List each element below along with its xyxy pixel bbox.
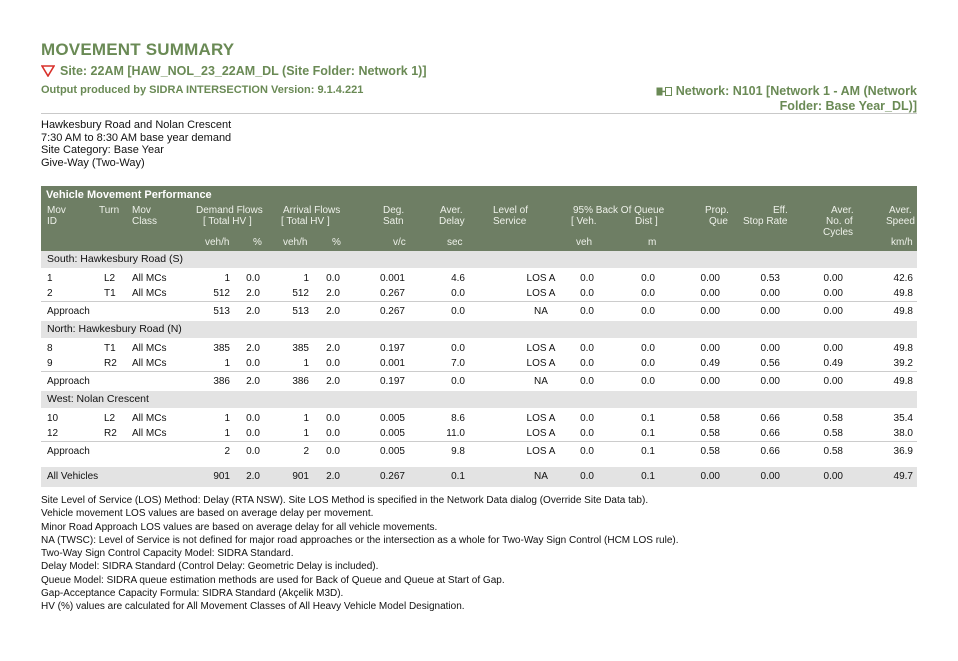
table-cell: 49.8 bbox=[893, 306, 913, 317]
table-row bbox=[41, 427, 917, 442]
table-cell: 385 bbox=[213, 343, 230, 354]
table-cell: 0.1 bbox=[641, 413, 655, 424]
table-cell: R2 bbox=[104, 357, 117, 369]
table-cell: 0.58 bbox=[823, 413, 843, 424]
note-line: Vehicle movement LOS values are based on average delay per movement. bbox=[41, 508, 374, 520]
header-divider bbox=[41, 113, 917, 114]
col-que: Que bbox=[709, 216, 728, 227]
note-line: Site Level of Service (LOS) Method: Delay (RTA NSW). Site LOS Method is specified in the Network Data dialog (Override Site Data tab). bbox=[41, 495, 649, 506]
table-cell: 0.66 bbox=[760, 446, 780, 457]
table-cell: 0.0 bbox=[326, 446, 340, 457]
table-cell: 0.0 bbox=[641, 287, 655, 299]
table-cell: 0.00 bbox=[823, 343, 843, 354]
table-cell: 49.7 bbox=[893, 471, 913, 482]
approach-section-heading: South: Hawkesbury Road (S) bbox=[41, 251, 917, 268]
table-row bbox=[41, 287, 917, 302]
table-cell: 0.0 bbox=[451, 287, 465, 299]
table-cell: LOS A bbox=[526, 287, 556, 299]
table-cell: 0.56 bbox=[760, 357, 780, 369]
info-line: Give-Way (Two-Way) bbox=[41, 156, 145, 169]
approach-row bbox=[41, 371, 917, 391]
col-aver-cycles: Aver. bbox=[831, 205, 854, 216]
table-cell: 11.0 bbox=[446, 427, 465, 439]
table-cell: 386 bbox=[292, 376, 309, 387]
table-cell: 39.2 bbox=[893, 357, 913, 369]
table-cell: NA bbox=[534, 471, 548, 482]
col-eff: Eff. bbox=[773, 205, 788, 216]
table-cell: 38.0 bbox=[893, 427, 913, 439]
give-way-triangle-icon bbox=[41, 65, 55, 77]
table-cell: 0.49 bbox=[700, 357, 720, 369]
table-cell: 0.267 bbox=[379, 306, 405, 317]
table-cell: All MCs bbox=[132, 357, 167, 369]
table-cell: Approach bbox=[47, 306, 90, 317]
table-cell: 0.00 bbox=[700, 287, 720, 299]
table-cell: 1 bbox=[224, 273, 230, 284]
table-cell: 0.0 bbox=[451, 343, 465, 354]
notes bbox=[41, 494, 679, 614]
unit-sec: sec bbox=[447, 237, 463, 248]
col-class: Class bbox=[132, 216, 158, 227]
table-cell: 1 bbox=[303, 427, 309, 439]
network-icon bbox=[656, 87, 672, 96]
table-cell: 0.0 bbox=[641, 357, 655, 369]
table-cell: 2.0 bbox=[246, 376, 260, 387]
table-cell: 0.197 bbox=[379, 376, 405, 387]
table-cell: 0.005 bbox=[379, 427, 405, 439]
table-cell: NA bbox=[534, 376, 548, 387]
table-cell: L2 bbox=[104, 273, 116, 284]
table-cell: 0.197 bbox=[379, 343, 405, 354]
table-cell: 0.00 bbox=[823, 376, 843, 387]
table-cell: 0.53 bbox=[760, 273, 780, 284]
table-cell: LOS A bbox=[526, 446, 556, 457]
table-cell: 0.0 bbox=[641, 273, 655, 284]
table-cell: 9.8 bbox=[451, 446, 465, 457]
table-cell: 1 bbox=[303, 413, 309, 424]
table-cell: 0.0 bbox=[326, 357, 340, 369]
table-cell: 0.00 bbox=[760, 471, 780, 482]
col-mov-class: Mov bbox=[132, 205, 151, 216]
table-cell: 0.0 bbox=[641, 306, 655, 317]
table-cell: 0.0 bbox=[580, 306, 594, 317]
table-title: Vehicle Movement Performance bbox=[46, 189, 212, 201]
table-body bbox=[41, 251, 917, 487]
table-cell: 2.0 bbox=[246, 287, 260, 299]
table-cell: 2.0 bbox=[246, 471, 260, 482]
table-cell: 2.0 bbox=[326, 376, 340, 387]
col-prop: Prop. bbox=[705, 205, 729, 216]
table-cell: 49.8 bbox=[893, 287, 913, 299]
unit-vehh: veh/h bbox=[205, 237, 230, 248]
table-row bbox=[41, 342, 917, 357]
table-cell: 9 bbox=[47, 357, 53, 369]
output-line: Output produced by SIDRA INTERSECTION Version: 9.1.4.221 bbox=[41, 84, 364, 96]
table-cell: 0.49 bbox=[823, 357, 843, 369]
table-cell: 386 bbox=[213, 376, 230, 387]
table-cell: 0.005 bbox=[379, 446, 405, 457]
table-cell: 0.0 bbox=[451, 306, 465, 317]
table-cell: 2 bbox=[224, 446, 230, 457]
table-cell: 2.0 bbox=[246, 306, 260, 317]
table-cell: 0.00 bbox=[823, 306, 843, 317]
table-cell: 0.00 bbox=[700, 273, 720, 284]
table-cell: 0.0 bbox=[641, 343, 655, 354]
table-cell: Approach bbox=[47, 376, 90, 387]
table-cell: 8.6 bbox=[451, 413, 465, 424]
approach-row bbox=[41, 301, 917, 321]
table-cell: 0.00 bbox=[700, 376, 720, 387]
site-info bbox=[41, 119, 231, 169]
table-cell: 513 bbox=[292, 306, 309, 317]
table-row bbox=[41, 357, 917, 372]
table-cell: LOS A bbox=[526, 427, 556, 439]
table-cell: 0.66 bbox=[760, 413, 780, 424]
table-cell: 0.00 bbox=[760, 376, 780, 387]
table-cell: LOS A bbox=[526, 357, 556, 369]
table-cell: 385 bbox=[292, 343, 309, 354]
table-cell: 2 bbox=[303, 446, 309, 457]
table-cell: T1 bbox=[104, 287, 116, 299]
table-header bbox=[41, 186, 917, 251]
table-cell: 0.0 bbox=[246, 357, 260, 369]
table-cell: 0.0 bbox=[451, 376, 465, 387]
table-cell: 0.00 bbox=[700, 471, 720, 482]
col-delay: Delay bbox=[439, 216, 465, 227]
table-cell: 0.58 bbox=[700, 413, 720, 424]
table-cell: 1 bbox=[224, 413, 230, 424]
approach-section-heading: North: Hawkesbury Road (N) bbox=[41, 321, 917, 338]
table-cell: 4.6 bbox=[451, 273, 465, 284]
table-cell: 0.001 bbox=[379, 273, 405, 284]
table-cell: 49.8 bbox=[893, 376, 913, 387]
table-cell: 2.0 bbox=[246, 343, 260, 354]
col-turn: Turn bbox=[99, 205, 120, 216]
table-cell: 0.0 bbox=[580, 287, 594, 299]
approach-row bbox=[41, 441, 917, 461]
col-satn: Satn bbox=[383, 216, 404, 227]
table-cell: 36.9 bbox=[893, 446, 913, 457]
table-cell: 0.00 bbox=[760, 343, 780, 354]
table-cell: 1 bbox=[47, 273, 53, 284]
table-cell: 0.58 bbox=[700, 427, 720, 439]
table-cell: 0.1 bbox=[641, 446, 655, 457]
table-cell: All MCs bbox=[132, 343, 167, 354]
info-line: Hawkesbury Road and Nolan Crescent bbox=[41, 119, 232, 131]
info-line: 7:30 AM to 8:30 AM base year demand bbox=[41, 131, 232, 144]
table-cell: 0.00 bbox=[760, 287, 780, 299]
table-cell: 0.0 bbox=[580, 471, 594, 482]
info-line: Site Category: Base Year bbox=[41, 144, 164, 157]
table-cell: 0.0 bbox=[641, 376, 655, 387]
table-cell: 2.0 bbox=[326, 306, 340, 317]
table-cell: 1 bbox=[303, 273, 309, 284]
unit-pct-2: % bbox=[332, 237, 341, 248]
table-cell: 8 bbox=[47, 343, 53, 354]
col-deg: Deg. bbox=[383, 205, 405, 216]
col-stop-rate: Stop Rate bbox=[743, 216, 788, 227]
table-cell: 0.58 bbox=[700, 446, 720, 457]
table-cell: 0.0 bbox=[326, 427, 340, 439]
note-line: Gap-Acceptance Capacity Formula: SIDRA Standard (Akçelik M3D). bbox=[41, 588, 344, 600]
unit-veh: veh bbox=[576, 237, 593, 248]
col-mov: Mov bbox=[47, 205, 66, 216]
table-cell: 0.00 bbox=[823, 273, 843, 284]
site-line bbox=[41, 64, 427, 78]
table-cell: 0.00 bbox=[700, 306, 720, 317]
col-queue: 95% Back Of Queue bbox=[573, 205, 665, 216]
table-cell: 901 bbox=[213, 471, 230, 482]
table-cell: LOS A bbox=[526, 343, 556, 354]
table-cell: 0.0 bbox=[580, 343, 594, 354]
table-cell: 0.0 bbox=[580, 376, 594, 387]
table-cell: R2 bbox=[104, 427, 117, 439]
table-cell: All MCs bbox=[132, 427, 167, 439]
col-demand: Demand Flows bbox=[196, 205, 263, 216]
table-cell: NA bbox=[534, 306, 548, 317]
table-cell: 2.0 bbox=[326, 471, 340, 482]
table-cell: All MCs bbox=[132, 273, 167, 284]
table-cell: 35.4 bbox=[893, 413, 913, 424]
table-cell: 901 bbox=[292, 471, 309, 482]
network-label bbox=[656, 84, 917, 114]
table-cell: 0.0 bbox=[580, 446, 594, 457]
table-cell: Approach bbox=[47, 446, 90, 457]
approach-section-heading: West: Nolan Crescent bbox=[41, 391, 917, 408]
table-cell: 0.0 bbox=[246, 427, 260, 439]
table-cell: 10 bbox=[47, 413, 59, 424]
col-queue-dist: Dist ] bbox=[635, 216, 658, 227]
note-line: Delay Model: SIDRA Standard (Control Delay: Geometric Delay is included). bbox=[41, 561, 379, 573]
table-cell: 12 bbox=[47, 427, 59, 439]
site-label: Site: 22AM [HAW_NOL_23_22AM_DL (Site Folder: Network 1)] bbox=[60, 64, 427, 78]
table-cell: 0.0 bbox=[580, 427, 594, 439]
table-cell: 2 bbox=[47, 287, 53, 299]
col-arrival: Arrival Flows bbox=[283, 205, 341, 216]
table-cell: 7.0 bbox=[451, 357, 465, 369]
table-cell: 2.0 bbox=[326, 343, 340, 354]
unit-vc: v/c bbox=[393, 237, 406, 248]
table-cell: 0.267 bbox=[379, 471, 405, 482]
table-cell: 0.0 bbox=[246, 446, 260, 457]
table-cell: All Vehicles bbox=[47, 471, 99, 482]
table-cell: All MCs bbox=[132, 287, 167, 299]
table-cell: LOS A bbox=[526, 413, 556, 424]
note-line: Two-Way Sign Control Capacity Model: SIDRA Standard. bbox=[41, 548, 294, 560]
table-cell: 0.1 bbox=[451, 471, 465, 482]
table-cell: 1 bbox=[303, 357, 309, 369]
table-cell: 0.58 bbox=[823, 427, 843, 439]
col-queue-veh: [ Veh. bbox=[571, 216, 597, 227]
movement-table bbox=[41, 186, 917, 487]
table-cell: 513 bbox=[213, 306, 230, 317]
col-no-of: No. of bbox=[826, 216, 853, 227]
table-cell: 0.1 bbox=[641, 427, 655, 439]
col-speed: Speed bbox=[886, 216, 915, 227]
table-cell: L2 bbox=[104, 413, 116, 424]
column-headers bbox=[41, 203, 917, 251]
table-cell: 0.0 bbox=[580, 357, 594, 369]
table-cell: 0.00 bbox=[700, 343, 720, 354]
table-cell: 0.0 bbox=[246, 413, 260, 424]
col-aver-delay: Aver. bbox=[440, 205, 463, 216]
table-cell: 0.0 bbox=[246, 273, 260, 284]
table-cell: 512 bbox=[292, 287, 309, 299]
all-vehicles-row bbox=[41, 467, 917, 487]
table-cell: 42.6 bbox=[893, 273, 913, 284]
table-cell: 0.267 bbox=[379, 287, 405, 299]
table-cell: T1 bbox=[104, 343, 116, 354]
network-line-1: Network: N101 [Network 1 - AM (Network bbox=[675, 84, 917, 98]
col-aver-speed: Aver. bbox=[889, 205, 912, 216]
unit-m: m bbox=[648, 237, 657, 248]
table-row bbox=[41, 272, 917, 287]
col-arrival-sub: [ Total HV ] bbox=[281, 216, 330, 227]
unit-pct: % bbox=[253, 237, 262, 248]
table-cell: 0.00 bbox=[760, 306, 780, 317]
table-cell: LOS A bbox=[526, 273, 556, 284]
col-id: ID bbox=[47, 216, 57, 227]
table-cell: 1 bbox=[224, 357, 230, 369]
table-cell: 1 bbox=[224, 427, 230, 439]
table-row bbox=[41, 412, 917, 427]
note-line: NA (TWSC): Level of Service is not defined for major road approaches or the intersection as a whole for Two-Way Sign Control (HCM LOS rule). bbox=[41, 534, 679, 546]
unit-kmh: km/h bbox=[891, 237, 913, 248]
table-cell: 0.0 bbox=[580, 413, 594, 424]
table-cell: 0.0 bbox=[580, 273, 594, 284]
table-cell: 0.66 bbox=[760, 427, 780, 439]
col-cycles: Cycles bbox=[823, 227, 854, 238]
col-level: Level of bbox=[493, 205, 529, 216]
table-cell: 49.8 bbox=[893, 343, 913, 354]
table-cell: 0.0 bbox=[326, 413, 340, 424]
col-service: Service bbox=[493, 216, 527, 227]
table-cell: 0.00 bbox=[823, 471, 843, 482]
table-cell: 0.1 bbox=[641, 471, 655, 482]
table-cell: 0.58 bbox=[823, 446, 843, 457]
col-demand-sub: [ Total HV ] bbox=[203, 216, 252, 227]
page-title: MOVEMENT SUMMARY bbox=[41, 40, 235, 59]
table-cell: 0.00 bbox=[823, 287, 843, 299]
table-cell: 0.001 bbox=[379, 357, 405, 369]
note-line: Minor Road Approach LOS values are based on average delay for all vehicle movements. bbox=[41, 521, 438, 533]
unit-vehh-2: veh/h bbox=[283, 237, 308, 248]
table-cell: 2.0 bbox=[326, 287, 340, 299]
table-cell: All MCs bbox=[132, 413, 167, 424]
network-line-2: Folder: Base Year_DL)] bbox=[779, 99, 917, 113]
note-line: Queue Model: SIDRA queue estimation methods are used for Back of Queue and Queue at Start of Gap. bbox=[41, 574, 505, 586]
table-cell: 0.0 bbox=[326, 273, 340, 284]
note-line: HV (%) values are calculated for All Movement Classes of All Heavy Vehicle Model Designation. bbox=[41, 601, 465, 613]
table-cell: 512 bbox=[213, 287, 230, 299]
table-cell: 0.005 bbox=[379, 413, 405, 424]
